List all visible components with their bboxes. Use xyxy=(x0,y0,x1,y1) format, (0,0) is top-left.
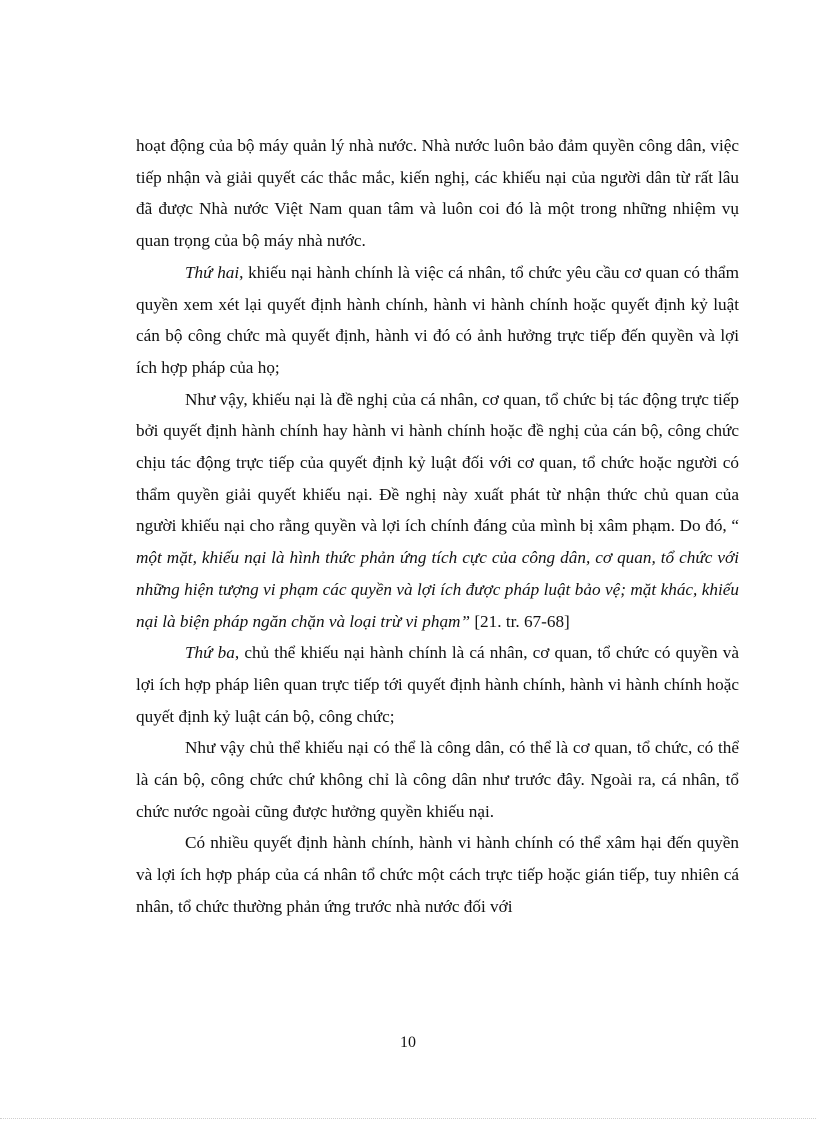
paragraph-subjects xyxy=(136,732,739,827)
paragraph-definition xyxy=(136,384,739,638)
citation: [21. tr. 67-68] xyxy=(470,611,570,631)
paragraph-decisions xyxy=(136,827,739,922)
paragraph-text: hoạt động của bộ máy quản lý nhà nước. Nhà nước luôn bảo đảm quyền công dân, việc tiếp nhận và giải quyết các thắc mắc, kiến nghị, các khiếu nại của người dân từ rất lâu đã được Nhà nước Việt Nam quan tâm và luôn coi đó là một trong những nhiệm vụ quan trọng của bộ máy nhà nước. xyxy=(136,136,739,251)
paragraph-continuation xyxy=(136,130,739,257)
quoted-text: một mặt, khiếu nại là hình thức phản ứng tích cực của công dân, cơ quan, tổ chức với những hiện tượng vi phạm các quyền và lợi ích được pháp luật bảo vệ; mặt khác, khiếu nại là biện pháp ngăn chặn và loại trừ vi phạm” xyxy=(136,548,739,631)
page-bottom-rule xyxy=(0,1118,816,1119)
paragraph-text: Như vậy chủ thể khiếu nại có thể là công dân, có thể là cơ quan, tổ chức, có thể là cán bộ, công chức chứ không chỉ là công dân như trước đây. Ngoài ra, cá nhân, tổ chức nước ngoài cũng được hưởng quyền khiếu nại. xyxy=(136,738,739,821)
paragraph-thu-hai xyxy=(136,257,739,384)
paragraph-lead: Thứ hai xyxy=(185,262,240,282)
paragraph-thu-ba xyxy=(136,637,739,732)
paragraph-text: , khiếu nại hành chính là việc cá nhân, tổ chức yêu cầu cơ quan có thẩm quyền xem xét lại quyết định hành chính, hành vi hành chính hoặc quyết định kỷ luật cán bộ công chức mà quyết định, hành vi đó có ảnh hưởng trực tiếp đến quyền và lợi ích hợp pháp của họ; xyxy=(136,262,739,377)
paragraph-lead: Thứ ba xyxy=(185,643,235,663)
paragraph-text: Như vậy, khiếu nại là đề nghị của cá nhân, cơ quan, tổ chức bị tác động trực tiếp bởi quyết định hành chính hay hành vi hành chính hoặc đề nghị của cán bộ, công chức chịu tác động trực tiếp của quyết định kỷ luật đối với cơ quan, tổ chức hoặc người có thẩm quyền giải quyết khiếu nại. Đề nghị này xuất phát từ nhận thức chủ quan của người khiếu nại cho rằng quyền và lợi ích chính đáng của mình bị xâm phạm. Do đó, “ xyxy=(136,389,739,536)
paragraph-text: , chủ thể khiếu nại hành chính là cá nhân, cơ quan, tổ chức có quyền và lợi ích hợp pháp liên quan trực tiếp tới quyết định hành chính, hành vi hành chính hoặc quyết định kỷ luật cán bộ, công chức; xyxy=(136,643,739,726)
page-number: 10 xyxy=(400,1034,416,1051)
document-body xyxy=(136,130,739,923)
paragraph-text: Có nhiều quyết định hành chính, hành vi hành chính có thể xâm hại đến quyền và lợi ích hợp pháp của cá nhân tổ chức một cách trực tiếp hoặc gián tiếp, tuy nhiên cá nhân, tổ chức thường phản ứng trước nhà nước đối với xyxy=(136,833,739,916)
